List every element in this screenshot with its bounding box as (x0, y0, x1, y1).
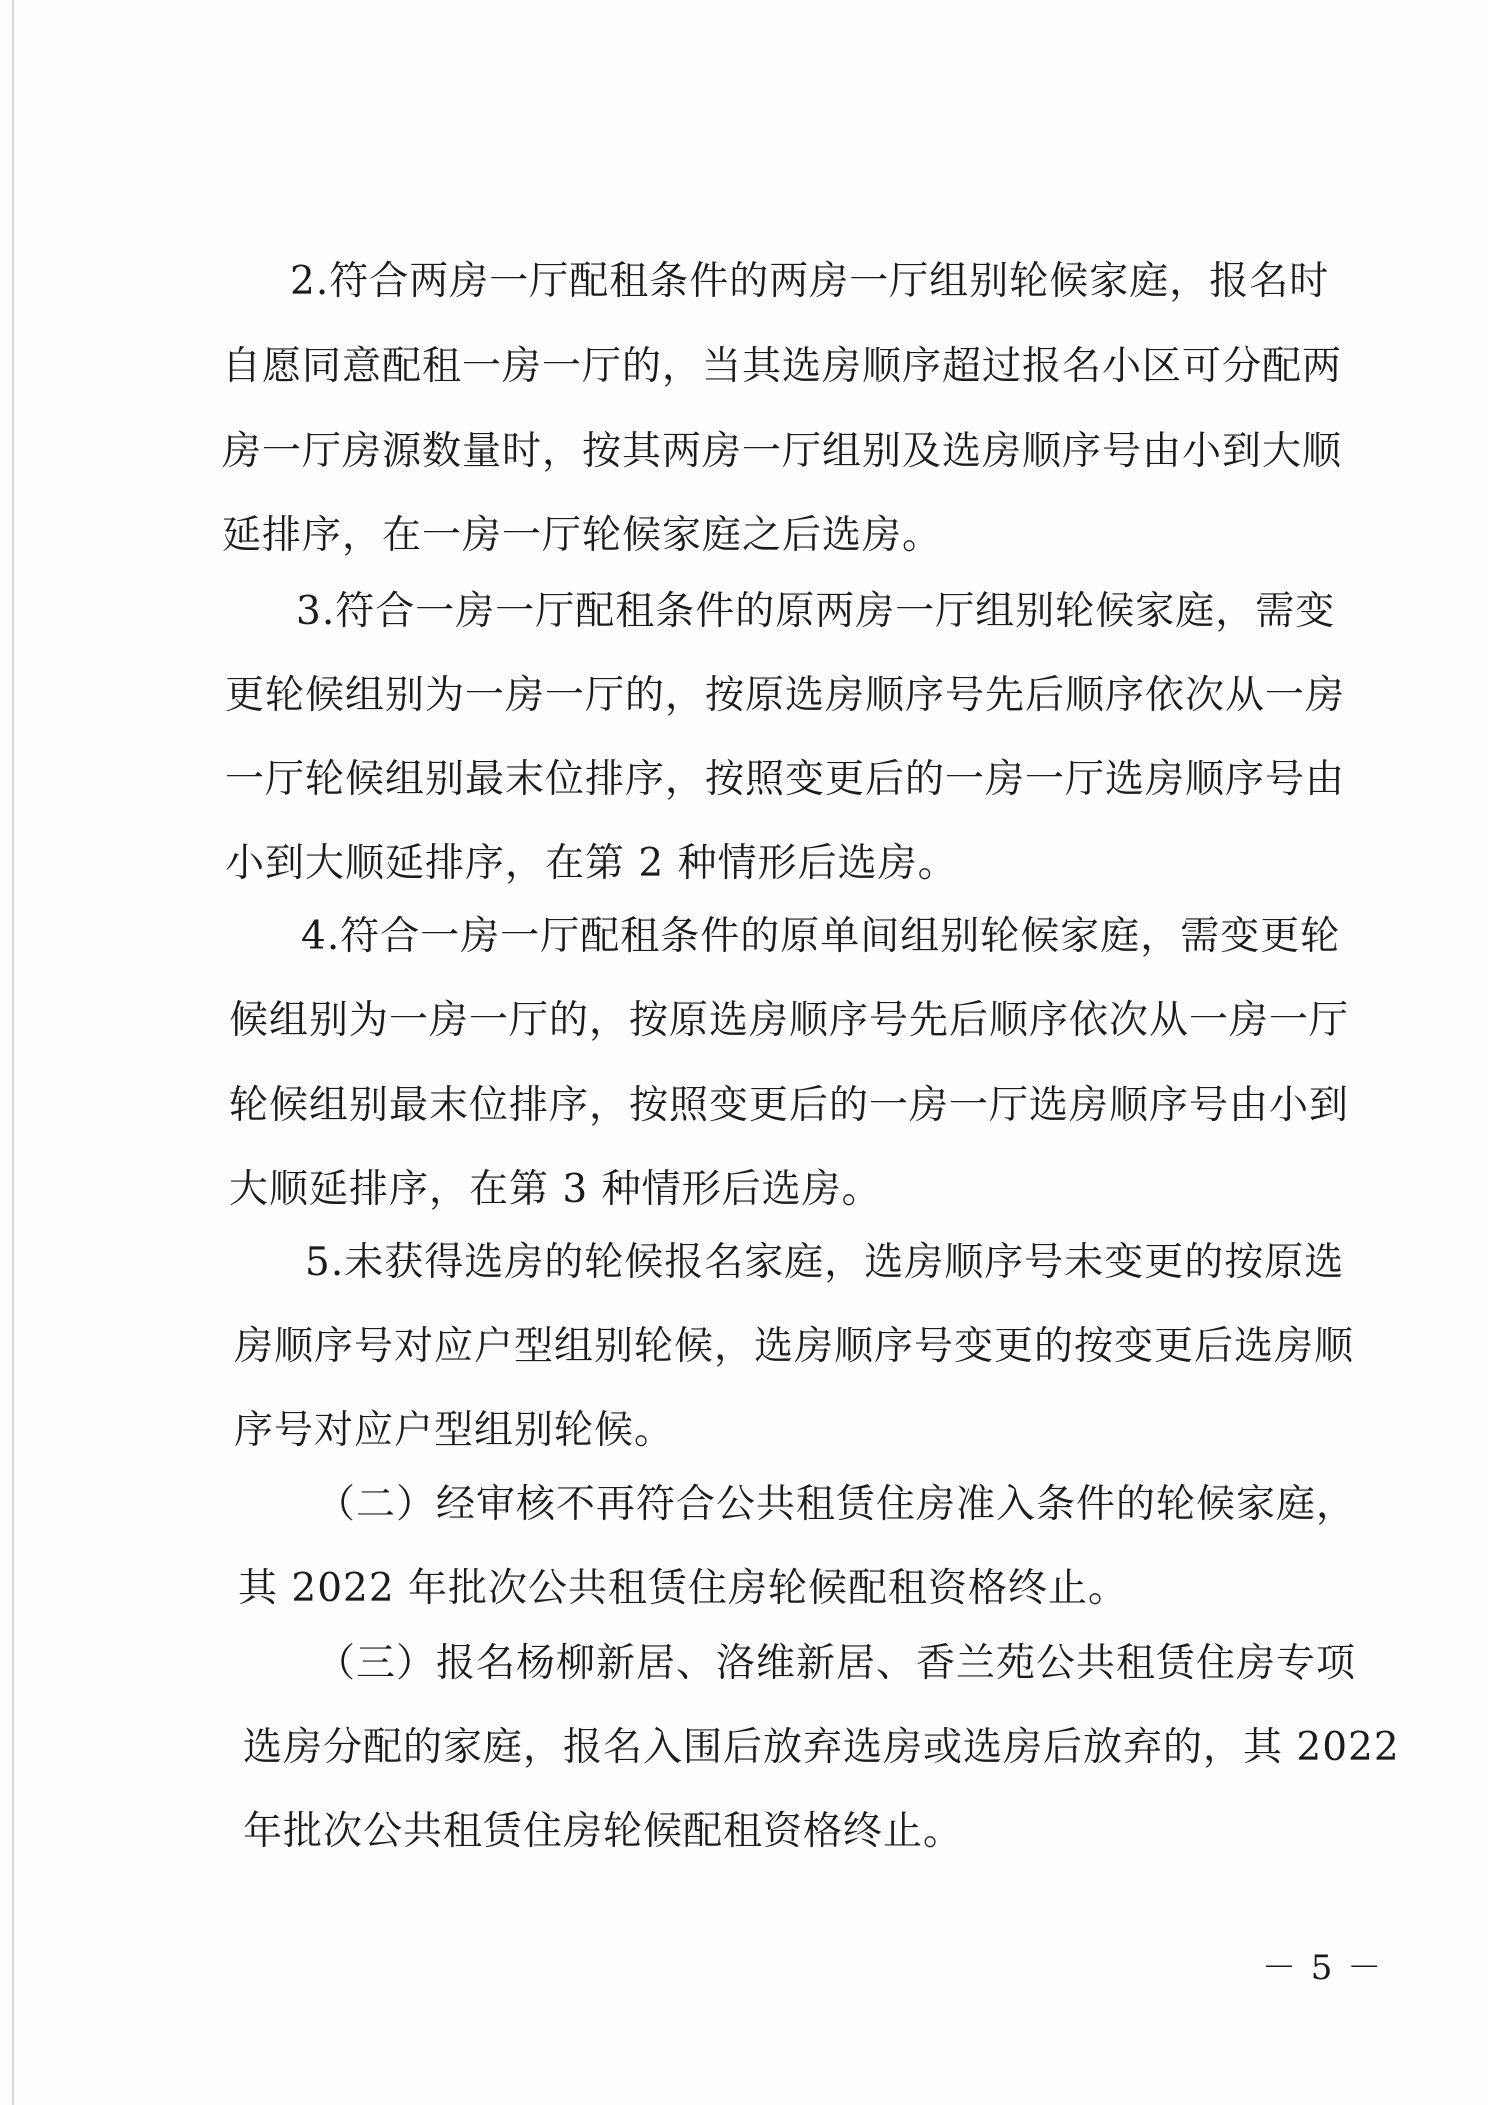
section-2-line-1: （二）经审核不再符合公共租赁住房准入条件的轮候家庭， (316, 1482, 1357, 1527)
paragraph-3-line-2: 更轮候组别为一房一厅的，按原选房顺序号先后顺序依次从一房 (225, 673, 1346, 718)
paragraph-2-line-2: 自愿同意配租一房一厅的，当其选房顺序超过报名小区可分配两 (222, 344, 1343, 389)
paragraph-3-line-1: 3.符合一房一厅配租条件的原两房一厅组别轮候家庭，需变 (296, 589, 1336, 634)
scan-edge-line (12, 0, 14, 2105)
paragraph-3-line-3: 一厅轮候组别最末位排序，按照变更后的一房一厅选房顺序号由 (225, 757, 1346, 802)
paragraph-2-line-3: 房一厅房源数量时，按其两房一厅组别及选房顺序号由小到大顺 (222, 429, 1343, 474)
paragraph-5-line-3: 序号对应户型组别轮候。 (234, 1408, 675, 1453)
section-3-line-2: 选房分配的家庭，报名入围后放弃选房或选房后放弃的，其 2022 (243, 1725, 1400, 1770)
paragraph-4-line-3: 轮候组别最末位排序，按照变更后的一房一厅选房顺序号由小到 (229, 1083, 1350, 1128)
paragraph-3-line-4: 小到大顺延排序，在第 2 种情形后选房。 (225, 841, 958, 886)
paragraph-2-line-4: 延排序，在一房一厅轮候家庭之后选房。 (222, 513, 943, 558)
paragraph-4-line-1: 4.符合一房一厅配租条件的原单间组别轮候家庭，需变更轮 (301, 914, 1341, 959)
section-3-line-3: 年批次公共租赁住房轮候配租资格终止。 (243, 1809, 964, 1854)
page-number: － 5 － (1262, 1948, 1384, 1988)
paragraph-5-line-1: 5.未获得选房的轮候报名家庭，选房顺序号未变更的按原选 (305, 1240, 1345, 1285)
section-2-line-2: 其 2022 年批次公共租赁住房轮候配租资格终止。 (238, 1566, 1129, 1611)
paragraph-4-line-2: 候组别为一房一厅的，按原选房顺序号先后顺序依次从一房一厅 (229, 998, 1350, 1043)
section-3-line-1: （三）报名杨柳新居、洛维新居、香兰苑公共租赁住房专项 (316, 1641, 1357, 1686)
paragraph-4-line-4: 大顺延排序，在第 3 种情形后选房。 (229, 1167, 882, 1212)
paragraph-2-line-1: 2.符合两房一厅配租条件的两房一厅组别轮候家庭，报名时 (290, 259, 1330, 304)
paragraph-5-line-2: 房顺序号对应户型组别轮候，选房顺序号变更的按变更后选房顺 (234, 1324, 1355, 1369)
